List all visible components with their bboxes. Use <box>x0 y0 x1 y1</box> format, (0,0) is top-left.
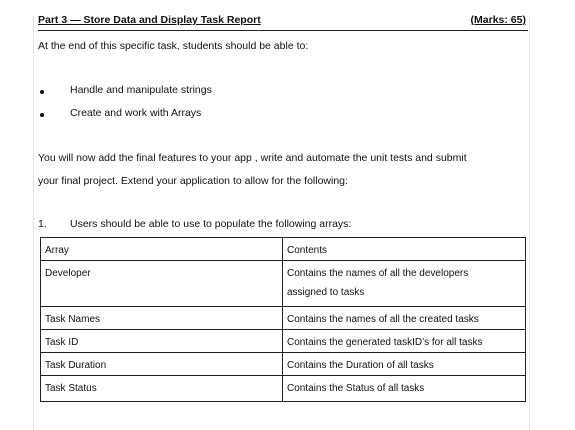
contents-cell: Contains the Duration of all tasks <box>283 353 526 376</box>
paragraph-line: You will now add the final features to your app , write and automate the unit tests and submit <box>38 152 467 164</box>
contents-cell: Contains the generated taskID’s for all tasks <box>283 330 526 353</box>
table-row <box>41 353 526 376</box>
arrays-table <box>40 237 526 402</box>
array-cell: Task Status <box>41 376 283 402</box>
array-cell: Developer <box>41 261 283 307</box>
column-header-array: Array <box>41 238 283 261</box>
contents-line: assigned to tasks <box>287 287 365 298</box>
table-row <box>41 261 526 307</box>
intro-text: At the end of this specific task, students should be able to: <box>38 40 309 52</box>
table-row <box>41 376 526 402</box>
outcome-item: Handle and manipulate strings <box>70 84 212 96</box>
section-header <box>38 14 528 31</box>
marks-label: (Marks: 65) <box>470 14 526 26</box>
contents-line: Contains the names of all the developers <box>287 268 469 279</box>
contents-cell <box>283 261 526 307</box>
contents-cell: Contains the names of all the created tasks <box>283 307 526 330</box>
section-title: Part 3 — Store Data and Display Task Report <box>38 14 261 26</box>
table-header-row <box>41 238 526 261</box>
paragraph-line: your final project. Extend your application to allow for the following: <box>38 175 348 187</box>
array-cell: Task ID <box>41 330 283 353</box>
column-header-contents: Contents <box>283 238 526 261</box>
table-row <box>41 330 526 353</box>
bullet-icon <box>40 113 44 117</box>
list-item-text: Users should be able to use to populate the following arrays: <box>70 218 352 230</box>
array-cell: Task Duration <box>41 353 283 376</box>
bullet-icon <box>40 90 44 94</box>
table-row <box>41 307 526 330</box>
contents-cell: Contains the Status of all tasks <box>283 376 526 402</box>
outcome-item: Create and work with Arrays <box>70 107 202 119</box>
list-number: 1. <box>38 218 47 230</box>
array-cell: Task Names <box>41 307 283 330</box>
